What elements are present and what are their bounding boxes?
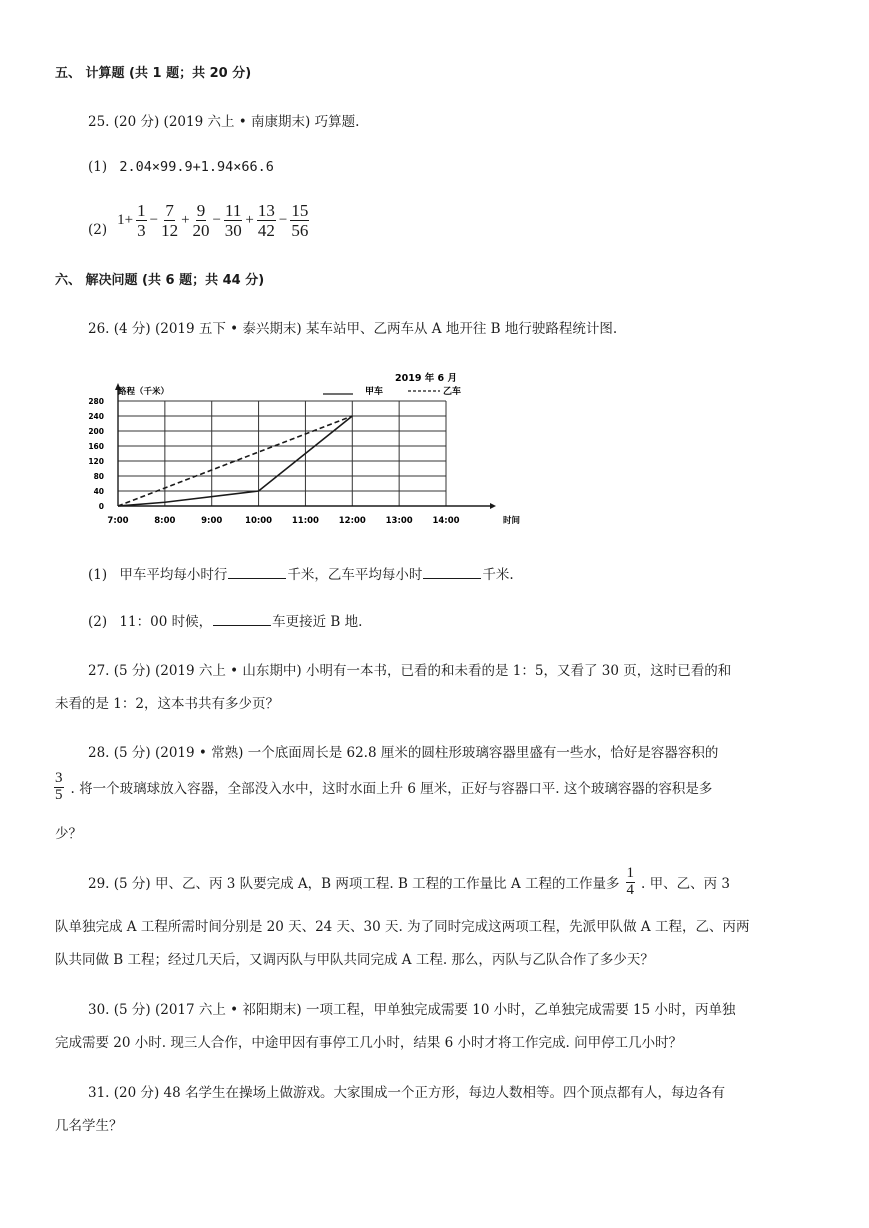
operator: − <box>278 211 288 228</box>
y-tick-label: 200 <box>88 427 104 436</box>
part-number: (2) <box>88 614 108 630</box>
fraction-term <box>136 202 147 239</box>
fraction-numerator: 1 <box>626 865 635 881</box>
x-tick-label: 8:00 <box>154 516 176 526</box>
fraction-numerator: 1 <box>137 200 146 220</box>
fraction-numerator: 15 <box>291 200 309 220</box>
part-text: 车更接近 B 地. <box>272 614 363 630</box>
fraction-denominator: 4 <box>626 882 635 898</box>
question-25-part-1 <box>88 159 274 175</box>
legend-label-jia: 甲车 <box>365 387 384 397</box>
part-number: (1) <box>88 567 108 583</box>
question-30-line-2: 完成需要 20 小时. 现三人合作，中途甲因有事停工几小时，结果 6 小时才将工作完成. 问甲停工几小时？ <box>55 1035 683 1051</box>
fraction-term <box>193 202 210 239</box>
fraction-term <box>257 202 276 239</box>
fraction-numerator: 13 <box>257 200 275 220</box>
question-26-part-2 <box>88 610 362 630</box>
x-tick-labels <box>107 516 459 526</box>
question-28-line-3: 少？ <box>55 826 82 842</box>
fraction-term <box>290 202 309 239</box>
question-30-line-1: 30. (5 分) (2017 六上 • 祁阳期末) 一项工程，甲单独完成需要 10 小时，乙单独完成需要 15 小时，丙单独 <box>88 1002 736 1018</box>
y-tick-label: 120 <box>88 457 104 466</box>
fraction-denominator: 30 <box>224 220 242 240</box>
fraction-one-quarter <box>626 866 636 898</box>
question-25-stem: 25. (20 分) (2019 六上 • 南康期末) 巧算题. <box>88 114 360 130</box>
question-29-line-2: 队单独完成 A 工程所需时间分别是 20 天、24 天、30 天. 为了同时完成这两项工程，先派甲队做 A 工程，乙、丙两 <box>55 919 750 935</box>
operator: + <box>181 211 190 228</box>
part-number: (1) <box>88 159 108 175</box>
fraction-numerator: 7 <box>165 200 174 220</box>
fraction-term <box>224 202 242 239</box>
chart-legend <box>323 385 461 397</box>
fraction-denominator: 5 <box>55 787 63 803</box>
chart-grid <box>118 401 446 506</box>
x-tick-label: 10:00 <box>245 516 273 526</box>
y-tick-label: 0 <box>98 502 104 511</box>
fraction-denominator: 20 <box>192 220 210 240</box>
part-text: 千米，乙车平均每小时 <box>287 567 423 583</box>
part-text: 11：00 时候， <box>119 614 213 630</box>
part-number: (2) <box>88 222 108 238</box>
y-tick-label: 80 <box>93 472 104 481</box>
expression-1: 2.04×99.9+1.94×66.6 <box>119 159 274 175</box>
question-26-stem: 26. (4 分) (2019 五下 • 泰兴期末) 某车站甲、乙两车从 A 地开往 B 地行驶路程统计图. <box>88 321 618 337</box>
question-28-text: . 将一个玻璃球放入容器，全部没入水中，这时水面上升 6 厘米，正好与容器口平. 这个玻璃容器的容积是多 <box>70 781 713 797</box>
y-tick-label: 40 <box>93 487 104 496</box>
question-28-line-1: 28. (5 分) (2019 • 常熟) 一个底面周长是 62.8 厘米的圆柱形玻璃容器里盛有一些水，恰好是容器容积的 <box>88 745 719 761</box>
question-26-part-1 <box>88 563 514 583</box>
x-tick-label: 13:00 <box>385 516 413 526</box>
section-heading-calculation: 五、 计算题 (共 1 题；共 20 分) <box>55 66 252 81</box>
y-tick-label: 280 <box>88 397 104 406</box>
operator: + <box>245 211 254 228</box>
fraction-numerator: 11 <box>225 200 242 220</box>
x-tick-label: 12:00 <box>338 516 366 526</box>
fraction-denominator: 56 <box>291 220 309 240</box>
fraction-denominator: 3 <box>137 220 146 240</box>
question-29-text: . 甲、乙、丙 3 <box>641 876 730 892</box>
x-axis-arrow <box>490 503 496 509</box>
expression-lead: 1+ <box>117 211 134 228</box>
question-28-line-2 <box>54 771 712 803</box>
fraction-numerator: 9 <box>196 200 206 220</box>
y-tick-labels <box>88 397 104 511</box>
question-27-line-1: 27. (5 分) (2019 六上 • 山东期中) 小明有一本书，已看的和未看的是 1：5，又看了 30 页，这时已看的和 <box>88 663 732 679</box>
question-31-line-1: 31. (20 分) 48 名学生在操场上做游戏。大家围成一个正方形，每边人数相等。四个顶点都有人，每边各有 <box>88 1085 726 1101</box>
operator: − <box>149 211 159 228</box>
fraction-denominator: 12 <box>161 220 179 240</box>
fraction-denominator: 42 <box>257 220 275 240</box>
y-tick-label: 240 <box>88 412 104 421</box>
x-tick-label: 14:00 <box>432 516 460 526</box>
part-text: 千米. <box>482 567 514 583</box>
distance-line-chart <box>80 360 540 535</box>
answer-blank[interactable] <box>213 614 271 626</box>
x-tick-label: 7:00 <box>107 516 129 526</box>
fraction-three-fifths <box>54 771 64 803</box>
chart-title: 2019 年 6 月 <box>395 373 457 384</box>
part-text: 甲车平均每小时行 <box>119 567 228 583</box>
x-tick-label: 9:00 <box>201 516 223 526</box>
y-axis-label: 路程（千米） <box>118 387 170 397</box>
question-29-line-1 <box>88 866 730 898</box>
question-29-line-3: 队共同做 B 工程；经过几天后，又调丙队与甲队共同完成 A 工程. 那么，丙队与乙队合作了多少天？ <box>55 952 654 968</box>
section-heading-problems: 六、 解决问题 (共 6 题；共 44 分) <box>55 273 265 288</box>
operator: − <box>212 211 221 228</box>
y-tick-label: 160 <box>88 442 104 451</box>
answer-blank[interactable] <box>423 567 481 579</box>
x-axis-label: 时间 <box>503 516 521 526</box>
fraction-term <box>161 202 178 239</box>
question-29-text: 29. (5 分) 甲、乙、丙 3 队要完成 A，B 两项工程. B 工程的工作量比 A 工程的工作量多 <box>88 876 620 892</box>
question-25-part-2 <box>88 198 310 242</box>
fraction-expression <box>117 202 310 239</box>
question-27-line-2: 未看的是 1：2，这本书共有多少页？ <box>55 696 279 712</box>
question-31-line-2: 几名学生？ <box>55 1118 123 1134</box>
answer-blank[interactable] <box>228 567 286 579</box>
legend-label-yi: 乙车 <box>443 387 462 397</box>
fraction-numerator: 3 <box>55 770 63 786</box>
x-tick-label: 11:00 <box>291 516 319 526</box>
